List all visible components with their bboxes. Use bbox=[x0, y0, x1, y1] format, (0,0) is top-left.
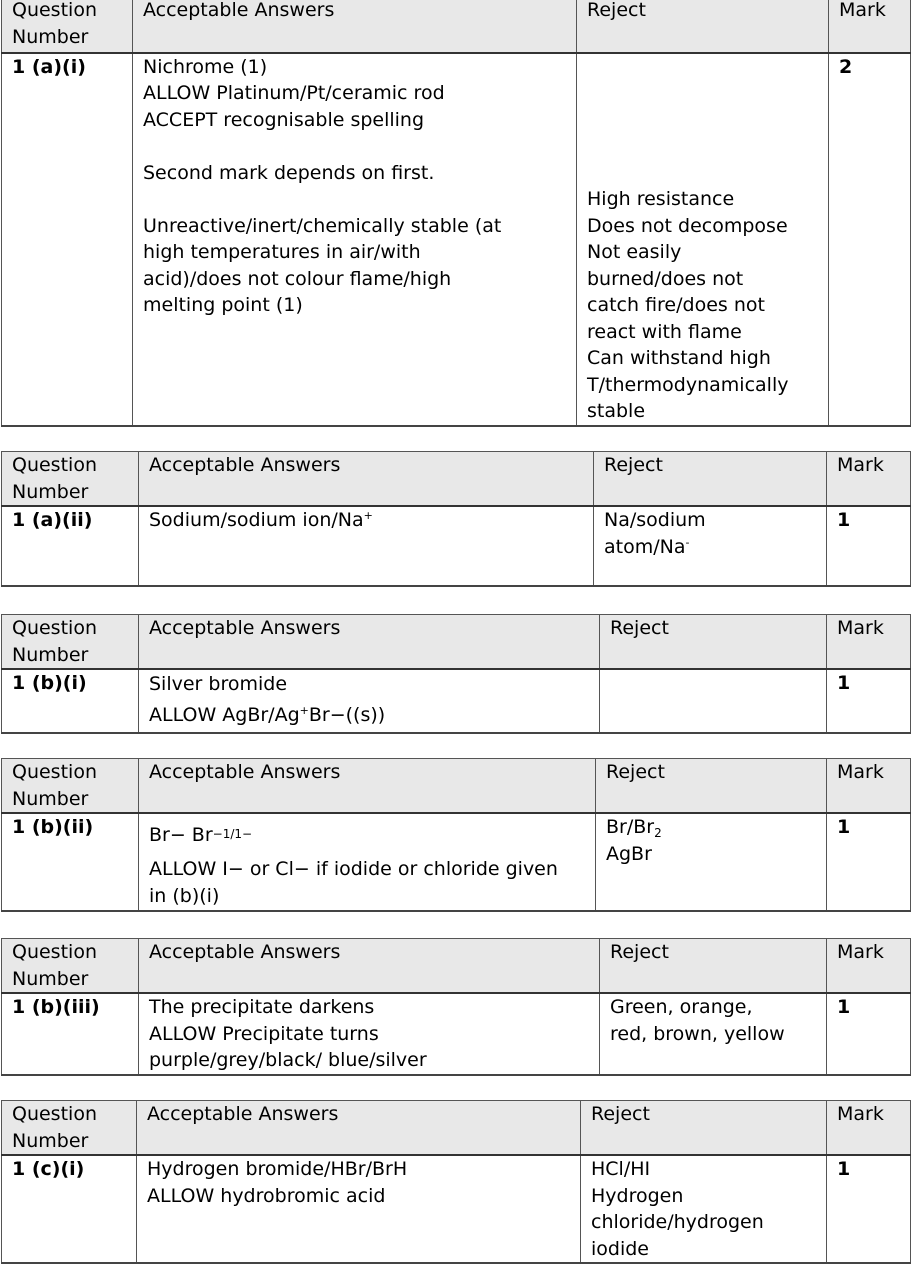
header-question-number: Question Number bbox=[2, 939, 139, 994]
answer-line: ALLOW I− or Cl− if iodide or chloride given bbox=[149, 858, 558, 880]
reject-line: stable bbox=[587, 400, 646, 422]
superscript-charge: −1/1− bbox=[212, 827, 253, 841]
table-row bbox=[2, 53, 911, 426]
answer-text: Sodium/sodium ion/Na bbox=[149, 509, 364, 531]
answer-line: Unreactive/inert/chemically stable (at bbox=[143, 214, 502, 237]
superscript-charge: + bbox=[299, 704, 309, 717]
answer-line bbox=[149, 507, 583, 534]
mark-scheme-table-1b-ii bbox=[1, 758, 911, 912]
acceptable-answers-cell bbox=[139, 993, 600, 1075]
header-mark: Mark bbox=[827, 1101, 911, 1156]
acceptable-answers-cell bbox=[137, 1155, 581, 1263]
header-reject: Reject bbox=[600, 615, 827, 670]
table-row bbox=[2, 1155, 911, 1263]
header-reject: Reject bbox=[600, 939, 827, 994]
reject-line: Does not decompose bbox=[587, 214, 788, 237]
reject-text: atom/Na bbox=[604, 535, 686, 558]
reject-cell bbox=[600, 669, 827, 733]
question-number: 1 (c)(i) bbox=[2, 1155, 137, 1263]
subscript: 2 bbox=[654, 826, 662, 840]
table-row bbox=[2, 813, 911, 911]
reject-cell bbox=[577, 53, 829, 426]
table-row bbox=[2, 506, 911, 586]
reject-line: Not easily bbox=[587, 241, 682, 263]
reject-line: T/thermodynamically bbox=[587, 373, 789, 396]
header-acceptable-answers: Acceptable Answers bbox=[139, 615, 600, 670]
reject-line: red, brown, yellow bbox=[610, 1022, 785, 1045]
reject-line bbox=[604, 534, 816, 561]
reject-cell bbox=[600, 993, 827, 1075]
header-question-number: Question Number bbox=[2, 0, 133, 53]
header-mark: Mark bbox=[829, 0, 911, 53]
answer-line: in (b)(i) bbox=[149, 884, 220, 907]
reject-line: chloride/hydrogen bbox=[591, 1211, 764, 1233]
reject-line: Can withstand high bbox=[587, 347, 771, 369]
acceptable-answers-cell bbox=[139, 669, 600, 733]
mark-scheme-table-1b-i bbox=[1, 614, 911, 734]
mark-value: 1 bbox=[827, 813, 911, 911]
reject-line: catch fire/does not bbox=[587, 294, 765, 316]
acceptable-answers-cell bbox=[139, 506, 594, 586]
reject-text: Br/Br bbox=[606, 816, 655, 838]
acceptable-answers-cell bbox=[139, 813, 596, 911]
header-acceptable-answers: Acceptable Answers bbox=[139, 452, 594, 507]
mark-value: 2 bbox=[829, 53, 911, 426]
table-header-row bbox=[2, 1101, 911, 1156]
mark-value: 1 bbox=[827, 993, 911, 1075]
question-number: 1 (a)(i) bbox=[2, 53, 133, 426]
superscript-charge: + bbox=[363, 509, 373, 522]
answer-line: ACCEPT recognisable spelling bbox=[143, 108, 425, 131]
header-question-number: Question Number bbox=[2, 452, 139, 507]
header-question-number: Question Number bbox=[2, 1101, 137, 1156]
answer-line bbox=[149, 698, 589, 732]
header-mark: Mark bbox=[827, 452, 911, 507]
header-question-number: Question Number bbox=[2, 615, 139, 670]
header-reject: Reject bbox=[577, 0, 829, 53]
header-reject: Reject bbox=[594, 452, 827, 507]
header-mark: Mark bbox=[827, 939, 911, 994]
reject-line: iodide bbox=[591, 1237, 649, 1260]
header-mark: Mark bbox=[827, 759, 911, 814]
header-mark: Mark bbox=[827, 615, 911, 670]
reject-line: burned/does not bbox=[587, 267, 744, 290]
mark-scheme-table-1a-i bbox=[1, 0, 911, 427]
reject-cell bbox=[596, 813, 827, 911]
mark-value: 1 bbox=[827, 669, 911, 733]
answer-line: ALLOW hydrobromic acid bbox=[147, 1184, 386, 1207]
header-acceptable-answers: Acceptable Answers bbox=[133, 0, 577, 53]
answer-line: purple/grey/black/ blue/silver bbox=[149, 1049, 427, 1071]
mark-scheme-table-1b-iii bbox=[1, 938, 911, 1076]
header-reject: Reject bbox=[581, 1101, 827, 1156]
answer-line: Second mark depends on first. bbox=[143, 161, 435, 184]
answer-line: ALLOW Precipitate turns bbox=[149, 1022, 379, 1045]
mark-value: 1 bbox=[827, 1155, 911, 1263]
mark-scheme-table-1a-ii bbox=[1, 451, 911, 587]
superscript-charge: - bbox=[685, 535, 690, 549]
answer-line: The precipitate darkens bbox=[149, 996, 375, 1018]
reject-cell bbox=[581, 1155, 827, 1263]
answer-line: acid)/does not colour flame/high bbox=[143, 267, 452, 290]
header-reject: Reject bbox=[596, 759, 827, 814]
table-header-row bbox=[2, 452, 911, 507]
answer-line: Nichrome (1) bbox=[143, 55, 268, 78]
mark-value: 1 bbox=[827, 506, 911, 586]
mark-scheme-table-1c-i bbox=[1, 1100, 911, 1264]
reject-line: Hydrogen bbox=[591, 1184, 684, 1207]
question-number: 1 (a)(ii) bbox=[2, 506, 139, 586]
header-question-number: Question Number bbox=[2, 759, 139, 814]
answer-text: Br−((s)) bbox=[308, 704, 386, 726]
question-number: 1 (b)(i) bbox=[2, 669, 139, 733]
answer-line: Hydrogen bromide/HBr/BrH bbox=[147, 1158, 408, 1180]
table-header-row bbox=[2, 759, 911, 814]
table-header-row bbox=[2, 939, 911, 994]
reject-line bbox=[606, 814, 816, 841]
reject-cell bbox=[594, 506, 827, 586]
reject-line: react with flame bbox=[587, 320, 742, 343]
table-header-row bbox=[2, 0, 911, 53]
reject-line: Green, orange, bbox=[610, 996, 753, 1018]
reject-line: High resistance bbox=[587, 188, 735, 210]
answer-line bbox=[149, 814, 585, 856]
question-number: 1 (b)(ii) bbox=[2, 813, 139, 911]
reject-line: HCl/HI bbox=[591, 1158, 651, 1180]
header-acceptable-answers: Acceptable Answers bbox=[137, 1101, 581, 1156]
answer-line: high temperatures in air/with bbox=[143, 241, 421, 263]
header-acceptable-answers: Acceptable Answers bbox=[139, 939, 600, 994]
answer-line: melting point (1) bbox=[143, 294, 303, 316]
table-header-row bbox=[2, 615, 911, 670]
header-acceptable-answers: Acceptable Answers bbox=[139, 759, 596, 814]
answer-text: Br− Br bbox=[149, 824, 213, 846]
answer-line: Silver bromide bbox=[149, 673, 288, 695]
answer-line: ALLOW Platinum/Pt/ceramic rod bbox=[143, 82, 445, 104]
table-row bbox=[2, 993, 911, 1075]
reject-line: Na/sodium bbox=[604, 509, 706, 531]
question-number: 1 (b)(iii) bbox=[2, 993, 139, 1075]
reject-line: AgBr bbox=[606, 842, 652, 865]
answer-text: ALLOW AgBr/Ag bbox=[149, 704, 300, 726]
acceptable-answers-cell bbox=[133, 53, 577, 426]
table-row bbox=[2, 669, 911, 733]
